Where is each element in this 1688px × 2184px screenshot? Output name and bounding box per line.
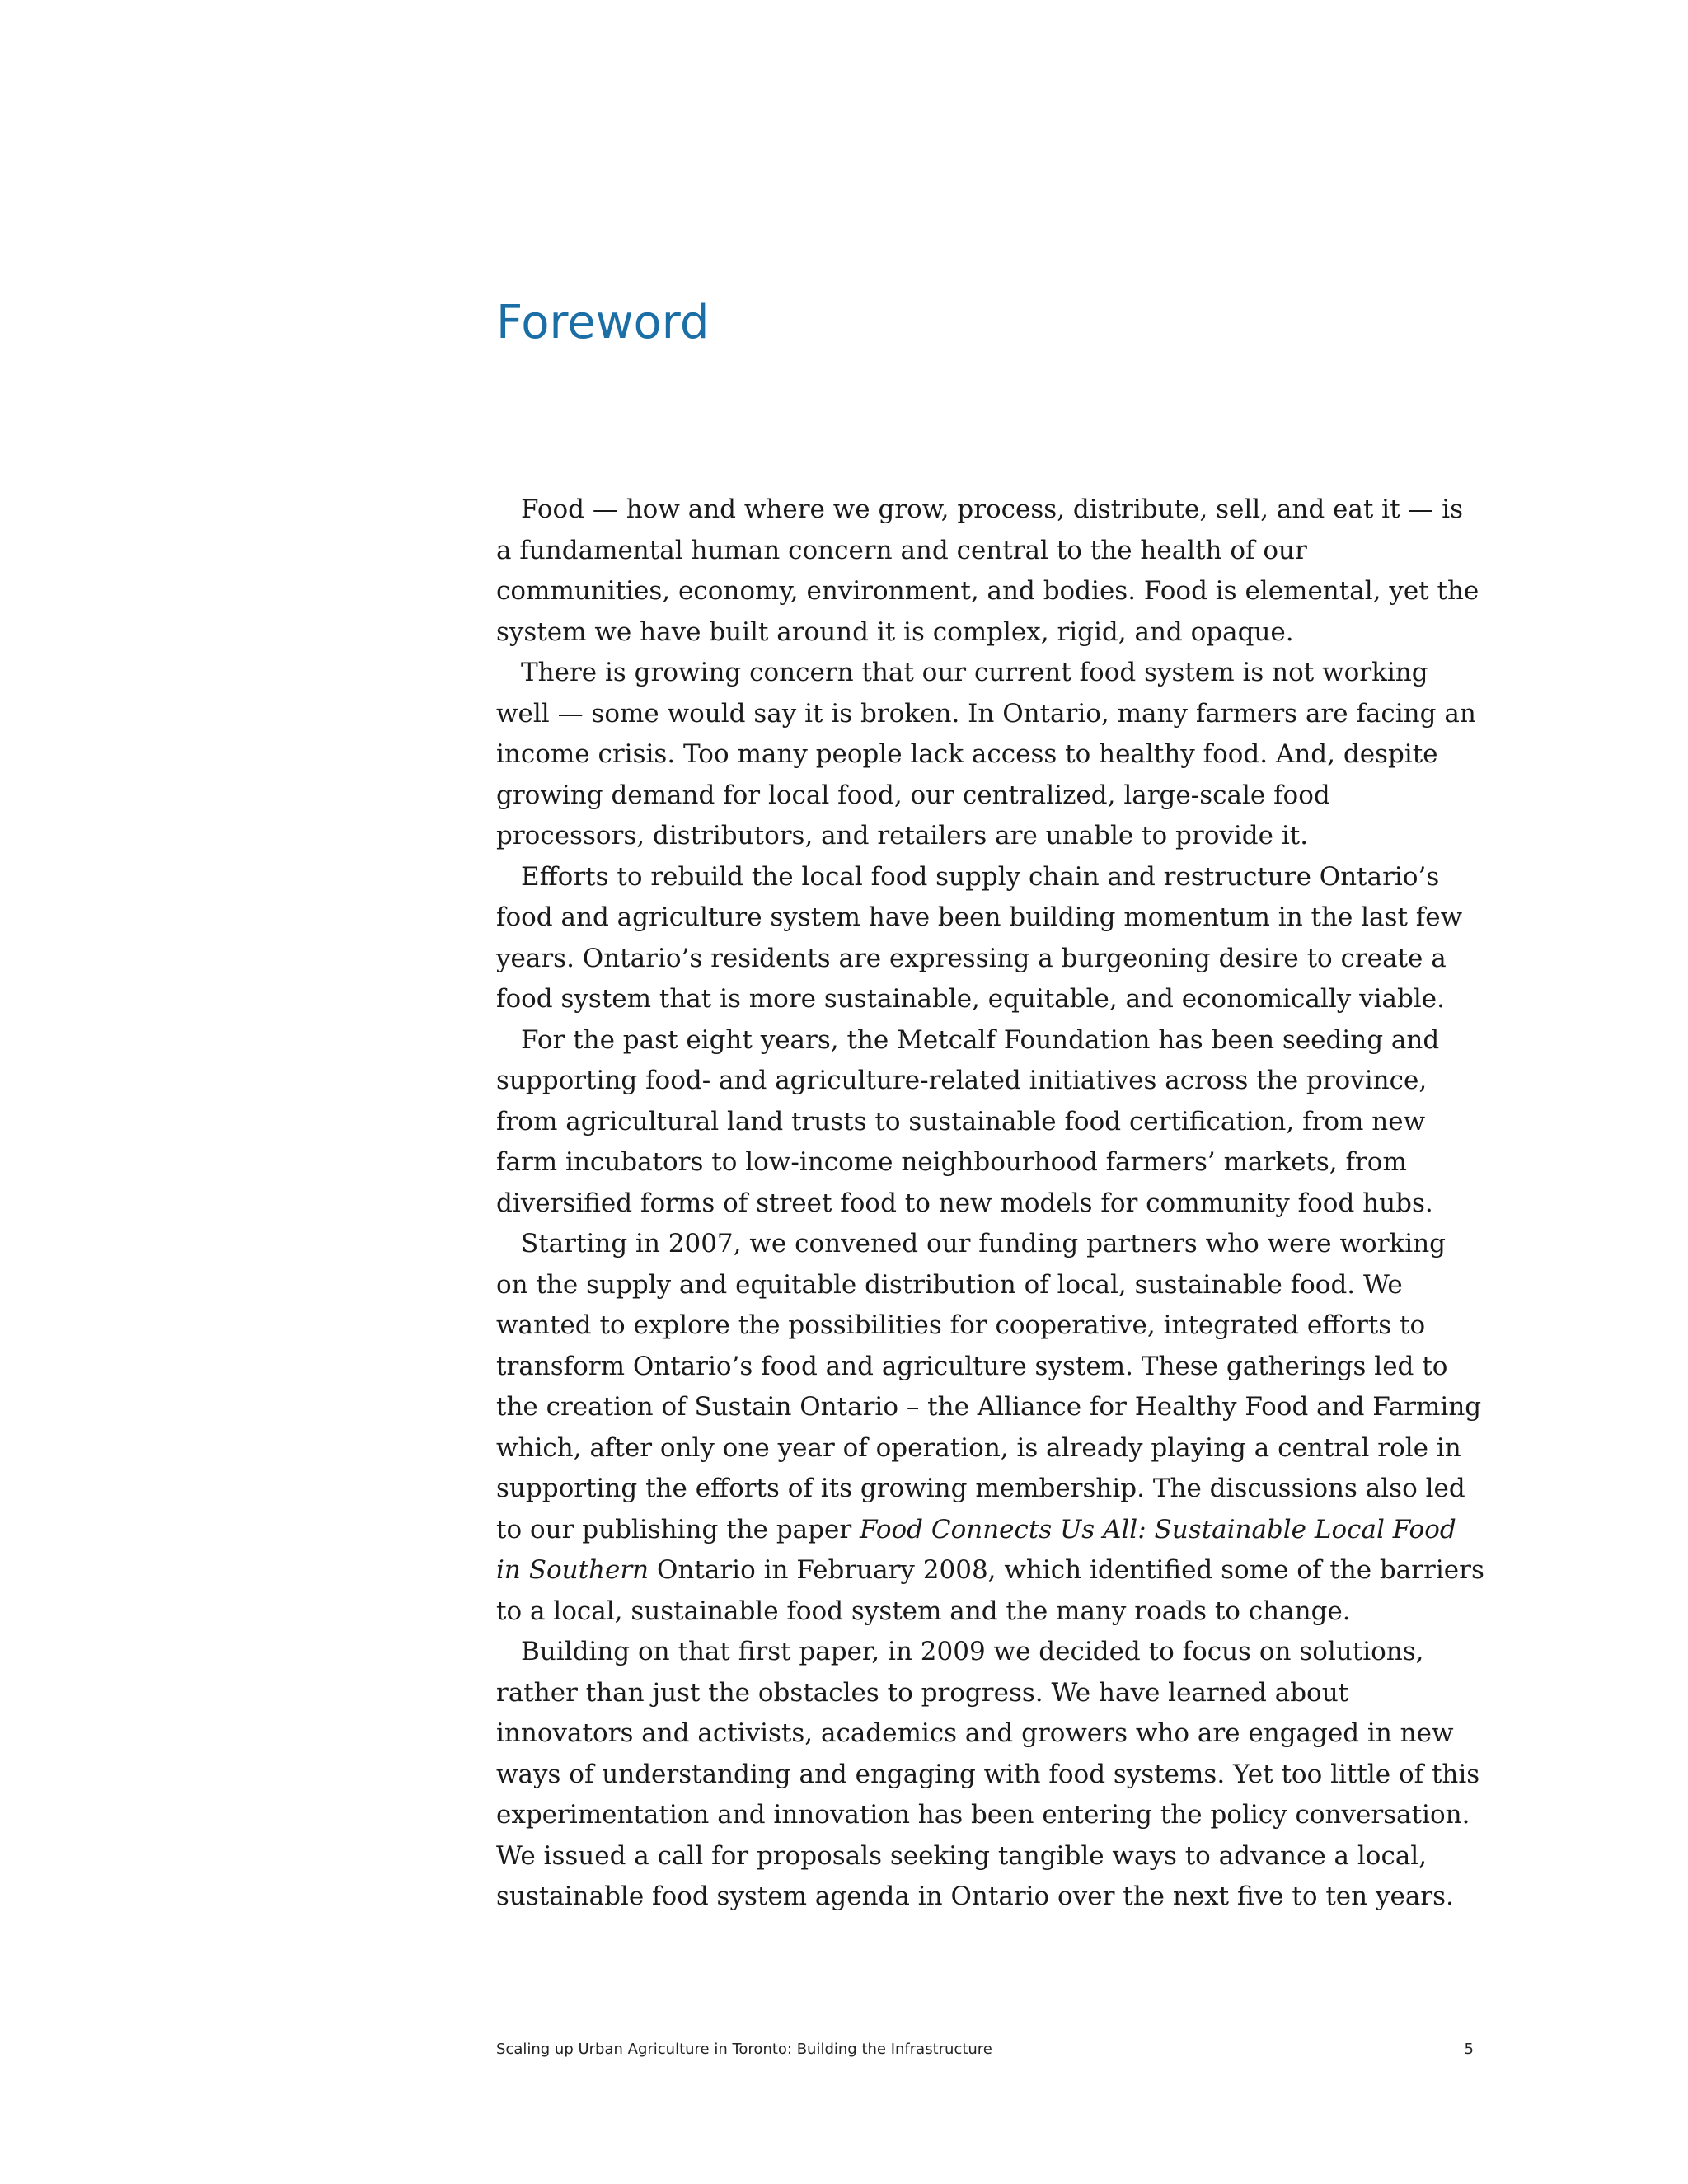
page-footer [496,2041,1474,2058]
paragraph-2: There is growing concern that our current food system is not working well — some would say it is broken. In Ontario, many farmers are facing an income crisis. Too many people lack access to healthy food. And, despite growing demand for local food, our centralized, large-scale food processors, distributors, and retailers are unable to provide it. [496,658,1476,851]
paragraph-3: Efforts to rebuild the local food supply chain and restructure Ontario’s food and agriculture system have been building momentum in the last few years. Ontario’s residents are expressing a burgeoning desire to create a food system that is more sustainable, equitable, and economically viable. [496,861,1463,1014]
publication-title-italic: Food Connects Us All: Sustainable Local Food in Southern [496,1514,1456,1585]
foreword-body [496,490,1485,1918]
paragraph-4: For the past eight years, the Metcalf Foundation has been seeding and supporting food- and agriculture-related initiatives across the province, from agricultural land trusts to sustainable food certification, from new farm incubators to low-income neighbourhood farmers’ markets, from diversified forms of street food to new models for community food hubs. [496,1024,1440,1218]
page-title: Foreword [496,296,710,349]
paragraph-6: Building on that first paper, in 2009 we decided to focus on solutions, rather than just the obstacles to progress. We have learned about innovators and activists, academics and growers who are engaged in new ways of understanding and engaging with food systems. Yet too little of this experimentation and innovation has been entering the policy conversation. We issued a call for proposals seeking tangible ways to advance a local, sustainable food system agenda in Ontario over the next five to ten years. [496,1637,1480,1911]
paragraph-1: Food — how and where we grow, process, distribute, sell, and eat it — is a fundamental human concern and central to the health of our communities, economy, environment, and bodies. Food is elemental, yet the system we have built around it is complex, rigid, and opaque. [496,494,1479,647]
footer-publication-title: Scaling up Urban Agriculture in Toronto: Building the Infrastructure [496,2041,992,2058]
page-number: 5 [1464,2041,1474,2058]
paragraph-5-text-start: Starting in 2007, we convened our funding partners who were working on the supply and equitable distribution of local, sustainable food. We wanted to explore the possibilities for cooperative, integrated efforts to transform Ontario’s food and agriculture system. These gatherings led to the creation of Sustain Ontario – the Alliance for Healthy Food and Farming which, after only one year of operation, is already playing a central role in supporting the efforts of its growing membership. The discussions also led to our publishing the paper [496,1229,1482,1544]
paragraph-5-text-end: Ontario in February 2008, which identified some of the barriers to a local, sustainable food system and the many roads to change. [496,1555,1484,1626]
paragraph-5 [496,1224,1485,1632]
